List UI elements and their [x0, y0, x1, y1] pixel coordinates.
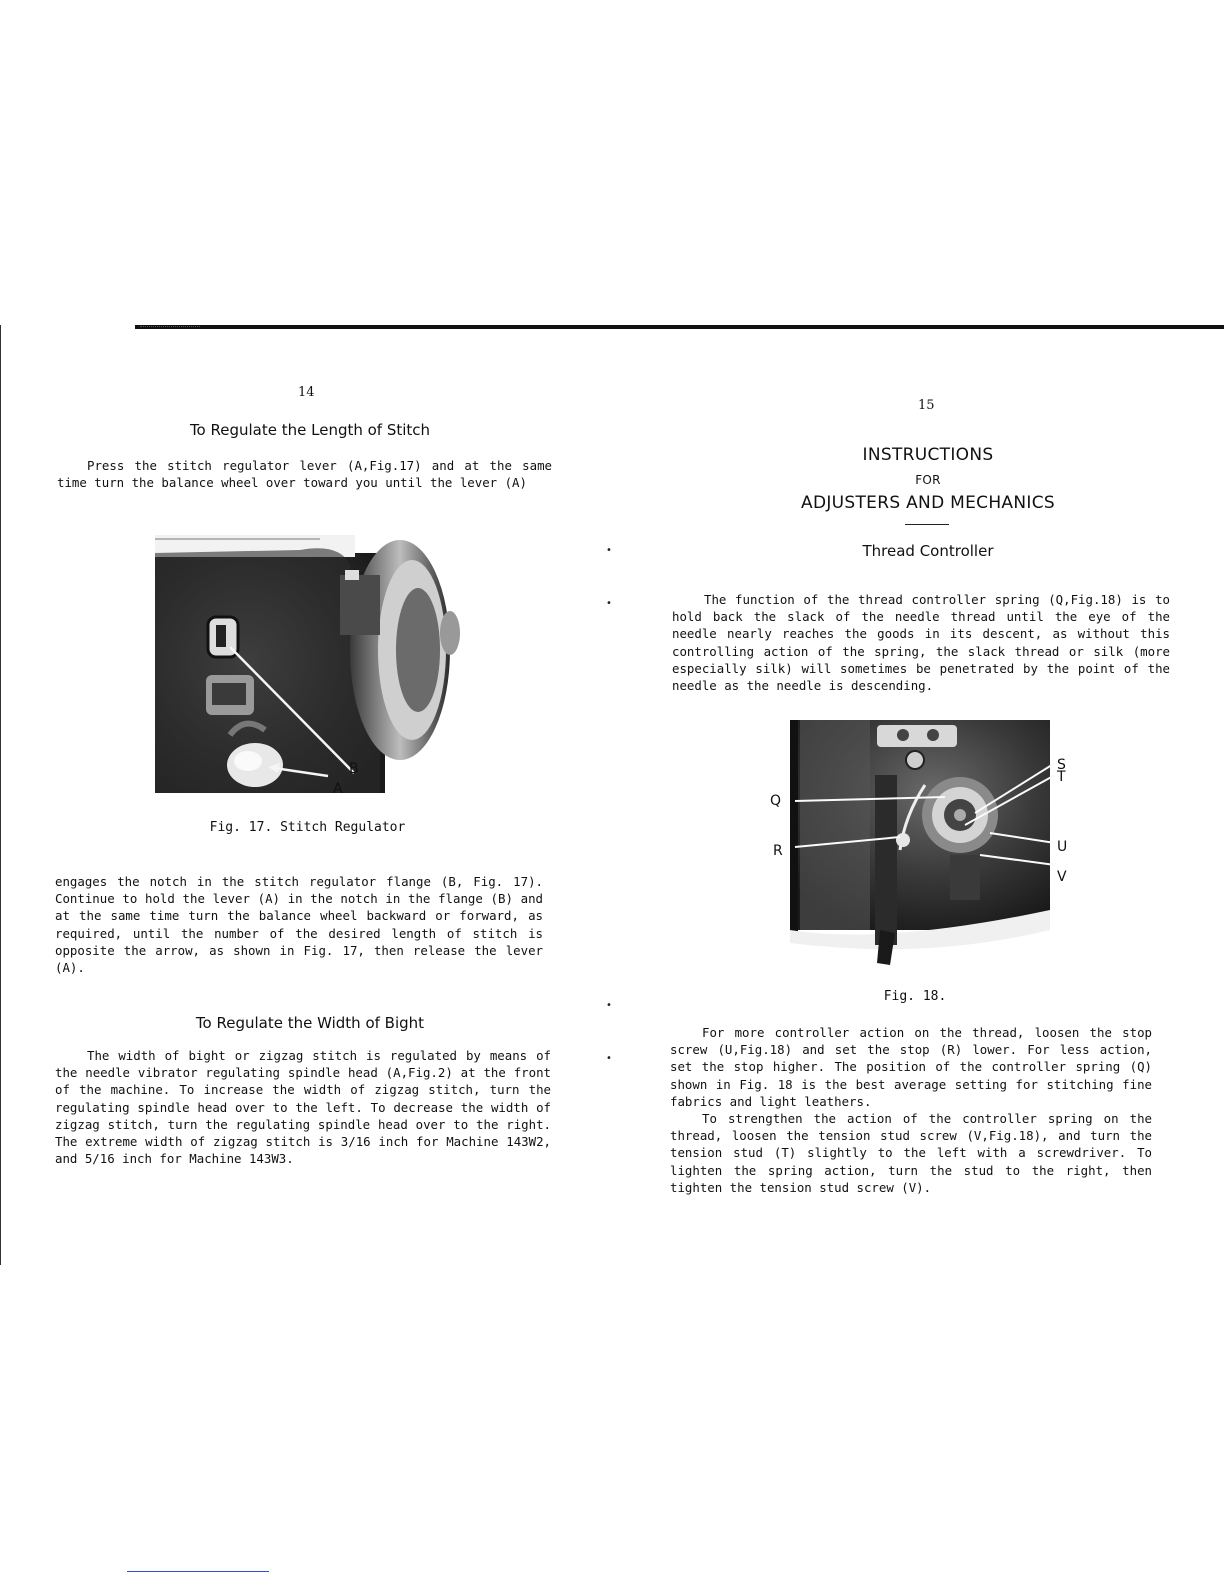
paragraph-thread-controller-2: For more controller action on the thread, loosen the stop screw (U,Fig.18) and set the stop (R) lower. For less action, set the stop higher. The position of the controller spring (Q) shown in Fig. 18 is the best average setting for stitching fine fabrics and light leathers.: [670, 1025, 1152, 1109]
fig17-caption: Fig. 17. Stitch Regulator: [209, 820, 406, 835]
paragraph-thread-controller-1: The function of the thread controller spring (Q,Fig.18) is to hold back the slack of the needle thread until the eye of the needle nearly reaches the goods in its descent, as without this controlling action of the spring, the slack thread or silk (more especially silk) will sometimes be penetrated by the point of the needle as the needle is descending.: [672, 592, 1170, 694]
fig18-label-s: S: [1057, 757, 1066, 773]
fig18-label-u: U: [1057, 839, 1068, 855]
heading-instructions: INSTRUCTIONS: [862, 445, 994, 465]
page-number-right: 15: [918, 398, 935, 413]
margin-mark: •: [606, 545, 612, 556]
top-rule: [135, 325, 1224, 329]
fig17-label-a: A: [333, 781, 343, 797]
section-title-thread-controller: Thread Controller: [862, 542, 994, 560]
heading-adjusters: ADJUSTERS AND MECHANICS: [801, 493, 1055, 513]
fig17-label-b: B: [349, 761, 359, 777]
page-edge: [0, 325, 1, 1265]
top-rule-dots: [140, 326, 200, 328]
fig18-label-v: V: [1057, 869, 1067, 885]
heading-divider: [905, 524, 949, 525]
bottom-link-underline: [127, 1571, 269, 1572]
paragraph-bight-width: The width of bight or zigzag stitch is regulated by means of the needle vibrator regulating spindle head (A,Fig.2) at the front of the machine. To increase the width of zigzag stitch, turn the regulating spindle head over to the left. To decrease the width of zigzag stitch, turn the regulating spindle head over to the right. The extreme width of zigzag stitch is 3/16 inch for Machine 143W2, and 5/16 inch for Machine 143W3.: [55, 1048, 551, 1167]
section-title-stitch-length: To Regulate the Length of Stitch: [189, 421, 431, 439]
paragraph-stitch-length-b: engages the notch in the stitch regulator flange (B, Fig. 17). Continue to hold the lever (A) in the notch in the flange (B) and at the same time turn the balance wheel backward or forward, as required, until the number of the desired length of stitch is opposite the arrow, as shown in Fig. 17, then release the lever (A).: [55, 874, 543, 976]
fig18-label-q: Q: [770, 793, 782, 809]
fig17-photo: [150, 525, 475, 800]
margin-mark: •: [606, 1053, 612, 1064]
paragraph-stitch-length-a: Press the stitch regulator lever (A,Fig.17) and at the same time turn the balance wheel over toward you until the lever (A): [57, 458, 552, 491]
fig18-caption: Fig. 18.: [883, 989, 947, 1004]
page-number-left: 14: [298, 385, 315, 400]
fig18-label-t: T: [1057, 769, 1066, 785]
margin-mark: •: [606, 598, 612, 609]
heading-for: FOR: [915, 473, 941, 487]
section-title-bight-width: To Regulate the Width of Bight: [195, 1014, 425, 1032]
fig18-label-r: R: [773, 843, 783, 859]
fig18-photo: [765, 715, 1085, 975]
paragraph-thread-controller-3: To strengthen the action of the controller spring on the thread, loosen the tension stud screw (V,Fig.18), and turn the tension stud (T) slightly to the left with a screwdriver. To lighten the spring action, turn the stud to the right, then tighten the tension stud screw (V).: [670, 1111, 1152, 1195]
margin-mark: •: [606, 1000, 612, 1011]
